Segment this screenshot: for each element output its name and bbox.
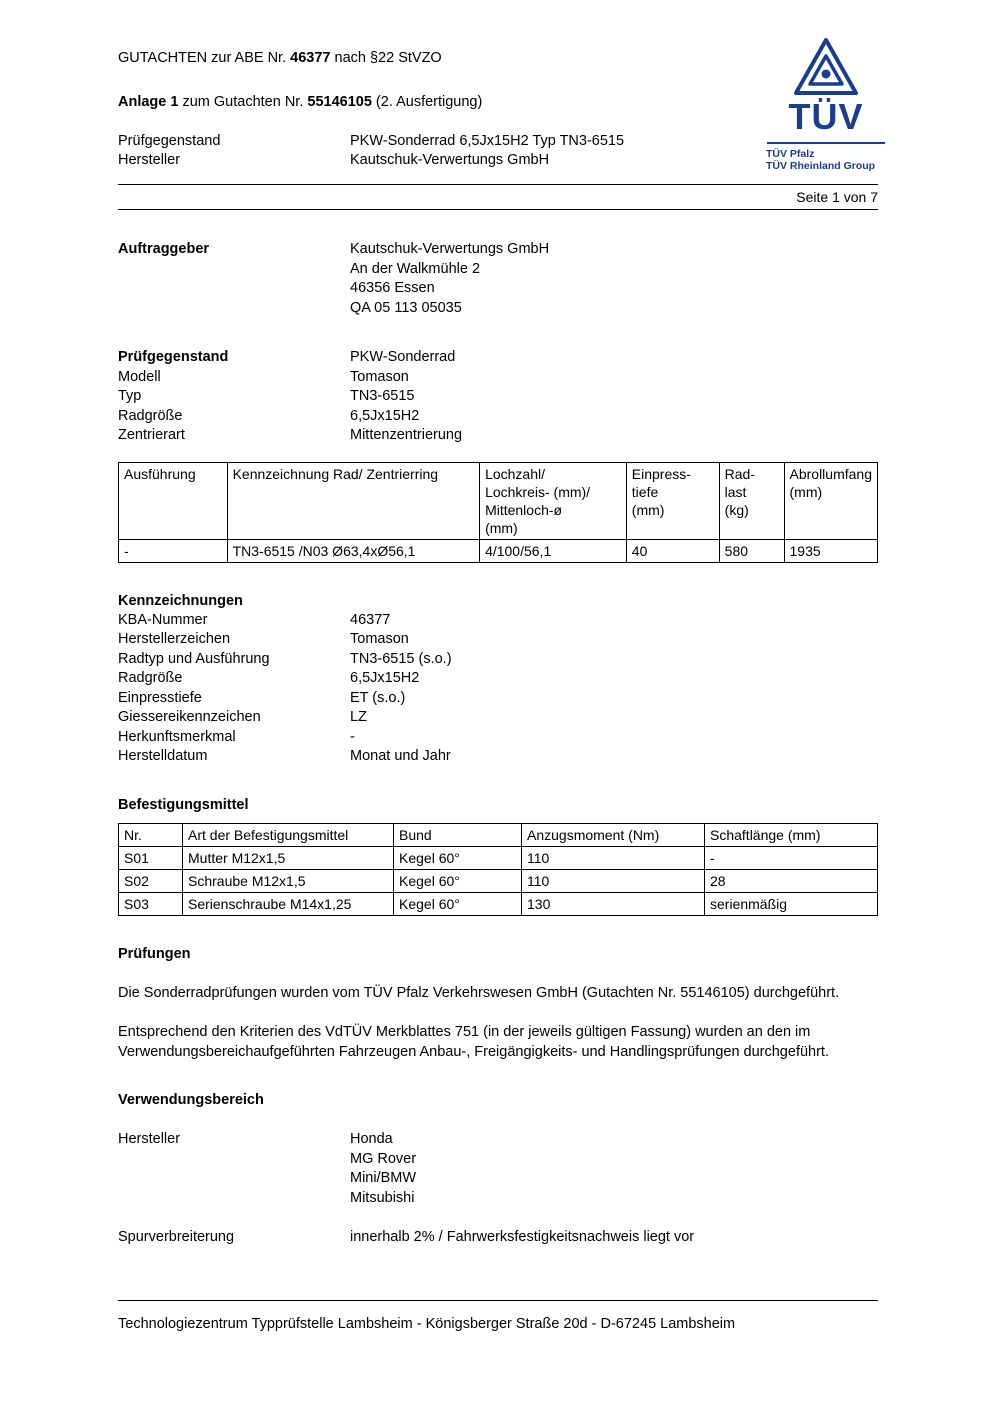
verwendung-hersteller-value-3: Mitsubishi (350, 1189, 415, 1206)
col-header-radlast-l2: last (724, 483, 747, 500)
annex-suffix: (2. Ausfertigung) (371, 94, 483, 110)
kennzeichnungen-row-1 (118, 630, 878, 650)
kennzeichnungen-block (118, 593, 878, 767)
pruefgegenstand-value-3: Mittenzentrierung (350, 427, 463, 443)
verwendung-spur-row (118, 1228, 878, 1248)
kennzeichnungen-key-5: Giessereikennzeichen (118, 709, 261, 725)
cell-art: Schraube M12x1,5 (183, 869, 394, 892)
table-row (119, 869, 878, 892)
kennzeichnungen-title: Kennzeichnungen (118, 592, 243, 609)
col-header-schaftlaenge: Schaftlänge (mm) (705, 823, 878, 846)
cell-radlast: 580 (719, 539, 784, 562)
auftraggeber-row-2 (118, 279, 878, 299)
cell-bund: Kegel 60° (394, 869, 522, 892)
fastener-table (118, 823, 878, 916)
auftraggeber-line-3: QA 05 113 05035 (350, 299, 462, 316)
auftraggeber-line-1: An der Walkmühle 2 (350, 260, 481, 277)
verwendung-hersteller-row-3 (118, 1189, 878, 1209)
kennzeichnungen-row-3 (118, 669, 878, 689)
pruefungen-paragraph-1: Die Sonderradprüfungen wurden vom TÜV Pfalz Verkehrswesen GmbH (Gutachten Nr. 55146105) durchgeführt. (118, 984, 840, 1001)
cell-bund: Kegel 60° (394, 846, 522, 869)
abe-number: 46377 (290, 50, 331, 66)
auftraggeber-block (118, 240, 878, 318)
header-hersteller-label: Hersteller (118, 152, 181, 168)
annex-label: Anlage 1 (118, 94, 179, 110)
cell-art: Mutter M12x1,5 (183, 846, 394, 869)
verwendung-spur-label: Spurverbreiterung (118, 1229, 235, 1245)
col-header-abrollumfang-l1: Abrollumfang (789, 465, 872, 482)
table-row (119, 539, 878, 562)
col-header-kennzeichnung: Kennzeichnung Rad/ Zentrierring (227, 462, 479, 539)
pruefgegenstand-row-title (118, 348, 878, 368)
col-header-lochzahl-l4: (mm) (485, 519, 518, 536)
auftraggeber-spacer-3 (118, 299, 350, 319)
pruefgegenstand-block (118, 348, 878, 446)
header-divider-top (118, 184, 878, 185)
document-content (118, 50, 878, 1248)
header-hersteller-value: Kautschuk-Verwertungs GmbH (350, 152, 550, 168)
header-divider-bottom (118, 209, 878, 210)
pruefgegenstand-row-2 (118, 407, 878, 427)
cell-bund: Kegel 60° (394, 892, 522, 915)
auftraggeber-row-3 (118, 299, 878, 319)
kennzeichnungen-value-3: 6,5Jx15H2 (350, 670, 420, 686)
cell-schaft: 28 (705, 869, 878, 892)
kennzeichnungen-key-0: KBA-Nummer (118, 611, 208, 628)
verwendung-hersteller-row-0 (118, 1130, 878, 1150)
cell-ausfuehrung: - (119, 539, 228, 562)
verwendung-spur-value: innerhalb 2% / Fahrwerksfestigkeitsnachweis liegt vor (350, 1229, 695, 1245)
pruefgegenstand-key-3: Zentrierart (118, 427, 185, 443)
col-header-lochzahl-l3: Mittenloch-ø (485, 501, 563, 518)
footer-divider (118, 1300, 878, 1301)
kennzeichnungen-value-6: - (350, 728, 355, 745)
cell-moment: 130 (522, 892, 705, 915)
cell-lochzahl: 4/100/56,1 (480, 539, 627, 562)
col-header-radlast-l3: (kg) (724, 501, 749, 518)
cell-art: Serienschraube M14x1,25 (183, 892, 394, 915)
col-header-radlast (719, 462, 784, 539)
pruefgegenstand-key-1: Typ (118, 388, 142, 404)
kennzeichnungen-value-7: Monat und Jahr (350, 748, 451, 764)
verwendung-spacer-3 (118, 1189, 350, 1209)
kennzeichnungen-value-5: LZ (350, 709, 367, 725)
verwendung-spacer-1 (118, 1150, 350, 1170)
verwendung-hersteller-row-1 (118, 1150, 878, 1170)
logo-subtitle-line1: TÜV Pfalz (766, 148, 815, 160)
kennzeichnungen-row-5 (118, 708, 878, 728)
pruefgegenstand-value-1: TN3-6515 (350, 388, 415, 404)
kennzeichnungen-value-0: 46377 (350, 611, 391, 628)
header-hersteller-row (118, 151, 878, 170)
kennzeichnungen-row-4 (118, 689, 878, 709)
pruefungen-block (118, 946, 878, 1063)
verwendung-spacer-2 (118, 1169, 350, 1189)
cell-einpresstiefe: 40 (626, 539, 719, 562)
befestigungsmittel-title: Befestigungsmittel (118, 796, 249, 813)
kennzeichnungen-row-2 (118, 650, 878, 670)
auftraggeber-spacer-1 (118, 260, 350, 280)
verwendung-hersteller-value-0: Honda (350, 1131, 393, 1147)
pruefgegenstand-value-2: 6,5Jx15H2 (350, 407, 420, 424)
col-header-einpresstiefe-l1: Einpress- (631, 465, 691, 482)
kennzeichnungen-row-7 (118, 747, 878, 767)
col-header-lochzahl-l1: Lochzahl/ (485, 465, 545, 482)
header-pruefgegenstand-value: PKW-Sonderrad 6,5Jx15H2 Typ TN3-6515 (350, 133, 625, 149)
pruefgegenstand-title-value: PKW-Sonderrad (350, 349, 456, 365)
logo-subtitle-line2: TÜV Rheinland Group (766, 160, 876, 172)
cell-abrollumfang: 1935 (784, 539, 878, 562)
cell-schaft: - (705, 846, 878, 869)
befestigungsmittel-block (118, 797, 878, 813)
cell-schaft: serienmäßig (705, 892, 878, 915)
footer-text: Technologiezentrum Typprüfstelle Lambsheim - Königsberger Straße 20d - D-67245 Lambsheim (118, 1316, 736, 1332)
annex-mid: zum Gutachten Nr. (178, 94, 308, 110)
auftraggeber-row-0 (118, 240, 878, 260)
kennzeichnungen-key-2: Radtyp und Ausführung (118, 650, 270, 667)
col-header-anzugsmoment: Anzugsmoment (Nm) (522, 823, 705, 846)
report-number: 55146105 (307, 94, 372, 110)
kennzeichnungen-key-7: Herstelldatum (118, 748, 208, 764)
col-header-abrollumfang (784, 462, 878, 539)
pruefgegenstand-row-3 (118, 426, 878, 446)
auftraggeber-title: Auftraggeber (118, 241, 210, 257)
verwendung-hersteller-value-1: MG Rover (350, 1150, 417, 1167)
col-header-einpresstiefe (626, 462, 719, 539)
cell-kennzeichnung: TN3-6515 /N03 Ø63,4xØ56,1 (227, 539, 479, 562)
col-header-einpresstiefe-l3: (mm) (631, 501, 665, 518)
cell-nr: S02 (119, 869, 183, 892)
table-header-row (119, 823, 878, 846)
verwendung-hersteller-value-2: Mini/BMW (350, 1170, 417, 1186)
table-row (119, 846, 878, 869)
kennzeichnungen-value-2: TN3-6515 (s.o.) (350, 650, 452, 667)
table-header-row (119, 462, 878, 539)
cell-moment: 110 (522, 846, 705, 869)
table-row (119, 892, 878, 915)
auftraggeber-line-0: Kautschuk-Verwertungs GmbH (350, 241, 550, 257)
kennzeichnungen-row-0 (118, 611, 878, 631)
col-header-art: Art der Befestigungsmittel (183, 823, 394, 846)
cell-moment: 110 (522, 869, 705, 892)
document-title (118, 50, 878, 66)
kennzeichnungen-key-1: Herstellerzeichen (118, 631, 231, 647)
col-header-lochzahl-l2: Lochkreis- (mm)/ (485, 483, 591, 500)
kennzeichnungen-value-4: ET (s.o.) (350, 689, 406, 706)
pruefgegenstand-key-0: Modell (118, 368, 161, 385)
cell-nr: S03 (119, 892, 183, 915)
pruefgegenstand-row-1 (118, 387, 878, 407)
pruefgegenstand-title: Prüfgegenstand (118, 349, 229, 365)
annex-line (118, 94, 878, 110)
document-title-prefix: GUTACHTEN zur ABE Nr. (118, 50, 291, 66)
verwendung-hersteller-row-2 (118, 1169, 878, 1189)
col-header-nr: Nr. (119, 823, 183, 846)
verwendungsbereich-title: Verwendungsbereich (118, 1092, 264, 1108)
auftraggeber-line-2: 46356 Essen (350, 280, 435, 296)
pruefgegenstand-value-0: Tomason (350, 368, 409, 385)
page-indicator: Seite 1 von 7 (796, 189, 878, 205)
kennzeichnungen-row-6 (118, 728, 878, 748)
header-pruefgegenstand-label: Prüfgegenstand (118, 133, 221, 149)
kennzeichnungen-key-4: Einpresstiefe (118, 689, 202, 706)
cell-nr: S01 (119, 846, 183, 869)
verwendung-hersteller-label: Hersteller (118, 1131, 181, 1147)
col-header-radlast-l1: Rad- (724, 465, 756, 482)
kennzeichnungen-value-1: Tomason (350, 631, 409, 647)
pruefungen-paragraph-2: Entsprechend den Kriterien des VdTÜV Merkblattes 751 (in der jeweils gültigen Fassung) wurden an den im Verwendungsbereichaufgeführten Fahrzeugen Anbau-, Freigängigkeits- und Handlingsprüfungen durchgeführt. (118, 1024, 829, 1060)
pruefgegenstand-row-0 (118, 368, 878, 388)
pruefungen-title: Prüfungen (118, 945, 191, 962)
col-header-ausfuehrung: Ausführung (119, 462, 228, 539)
header-pruefgegenstand-row (118, 132, 878, 151)
wheel-specification-table (118, 462, 878, 563)
verwendungsbereich-block (118, 1092, 878, 1248)
col-header-einpresstiefe-l2: tiefe (631, 483, 659, 500)
auftraggeber-row-1 (118, 260, 878, 280)
document-title-suffix: nach §22 StVZO (330, 50, 442, 66)
kennzeichnungen-key-6: Herkunftsmerkmal (118, 728, 236, 745)
tuv-wordmark: TÜV (788, 96, 864, 137)
col-header-bund: Bund (394, 823, 522, 846)
col-header-abrollumfang-l2: (mm) (789, 483, 823, 500)
auftraggeber-spacer-2 (118, 279, 350, 299)
col-header-lochzahl (480, 462, 627, 539)
kennzeichnungen-key-3: Radgröße (118, 670, 183, 686)
pruefgegenstand-key-2: Radgröße (118, 407, 183, 424)
